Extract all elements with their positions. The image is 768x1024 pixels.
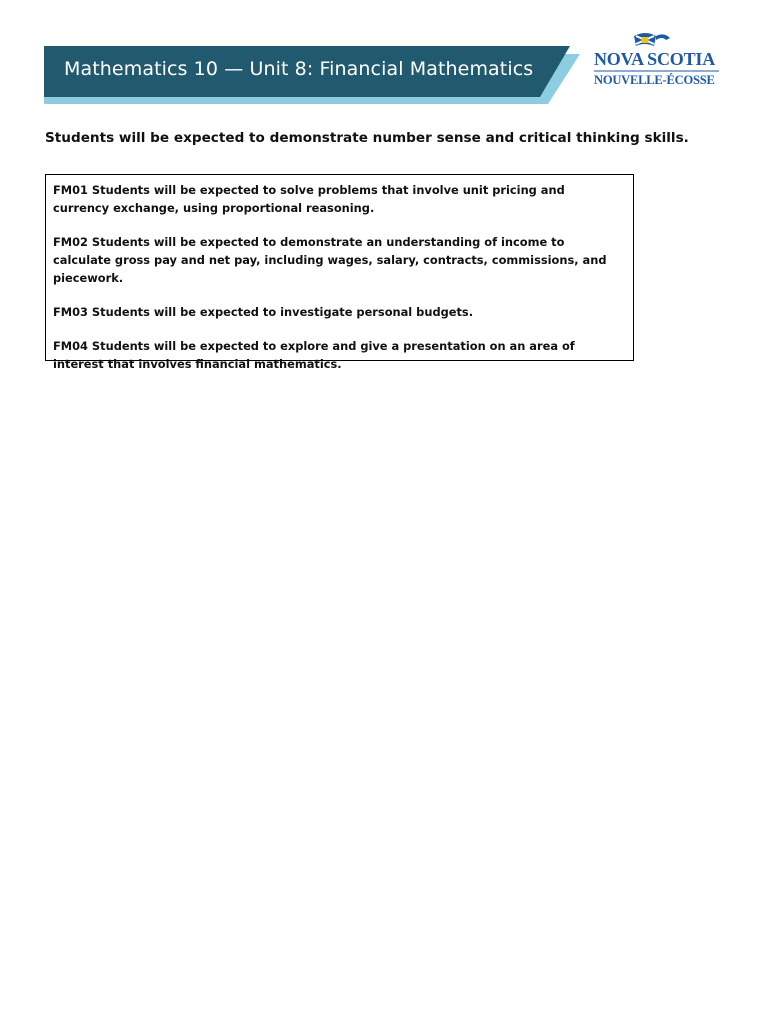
outcome-fm01: FM01 Students will be expected to solve problems that involve unit pricing and currency exchange, using proportional reasoning. — [53, 183, 565, 215]
page-title: Mathematics 10 — Unit 8: Financial Mathematics — [64, 58, 534, 80]
outcome-fm03: FM03 Students will be expected to investigate personal budgets. — [53, 305, 474, 319]
flag-mark-icon — [634, 33, 670, 46]
logo-text-secondary: NOUVELLE-ÉCOSSE — [594, 73, 715, 87]
outcome-fm04: FM04 Students will be expected to explore and give a presentation on an area of interest that involves financial mathematics. — [53, 339, 575, 371]
logo-text-primary: NOVA SCOTIA — [594, 49, 716, 69]
lead-statement: Students will be expected to demonstrate number sense and critical thinking skills. — [45, 130, 689, 146]
header-banner — [0, 0, 590, 110]
outcome-fm02: FM02 Students will be expected to demonstrate an understanding of income to calculate gross pay and net pay, including wages, salary, contracts, commissions, and piecework. — [53, 235, 607, 285]
outcomes-box — [45, 174, 634, 371]
